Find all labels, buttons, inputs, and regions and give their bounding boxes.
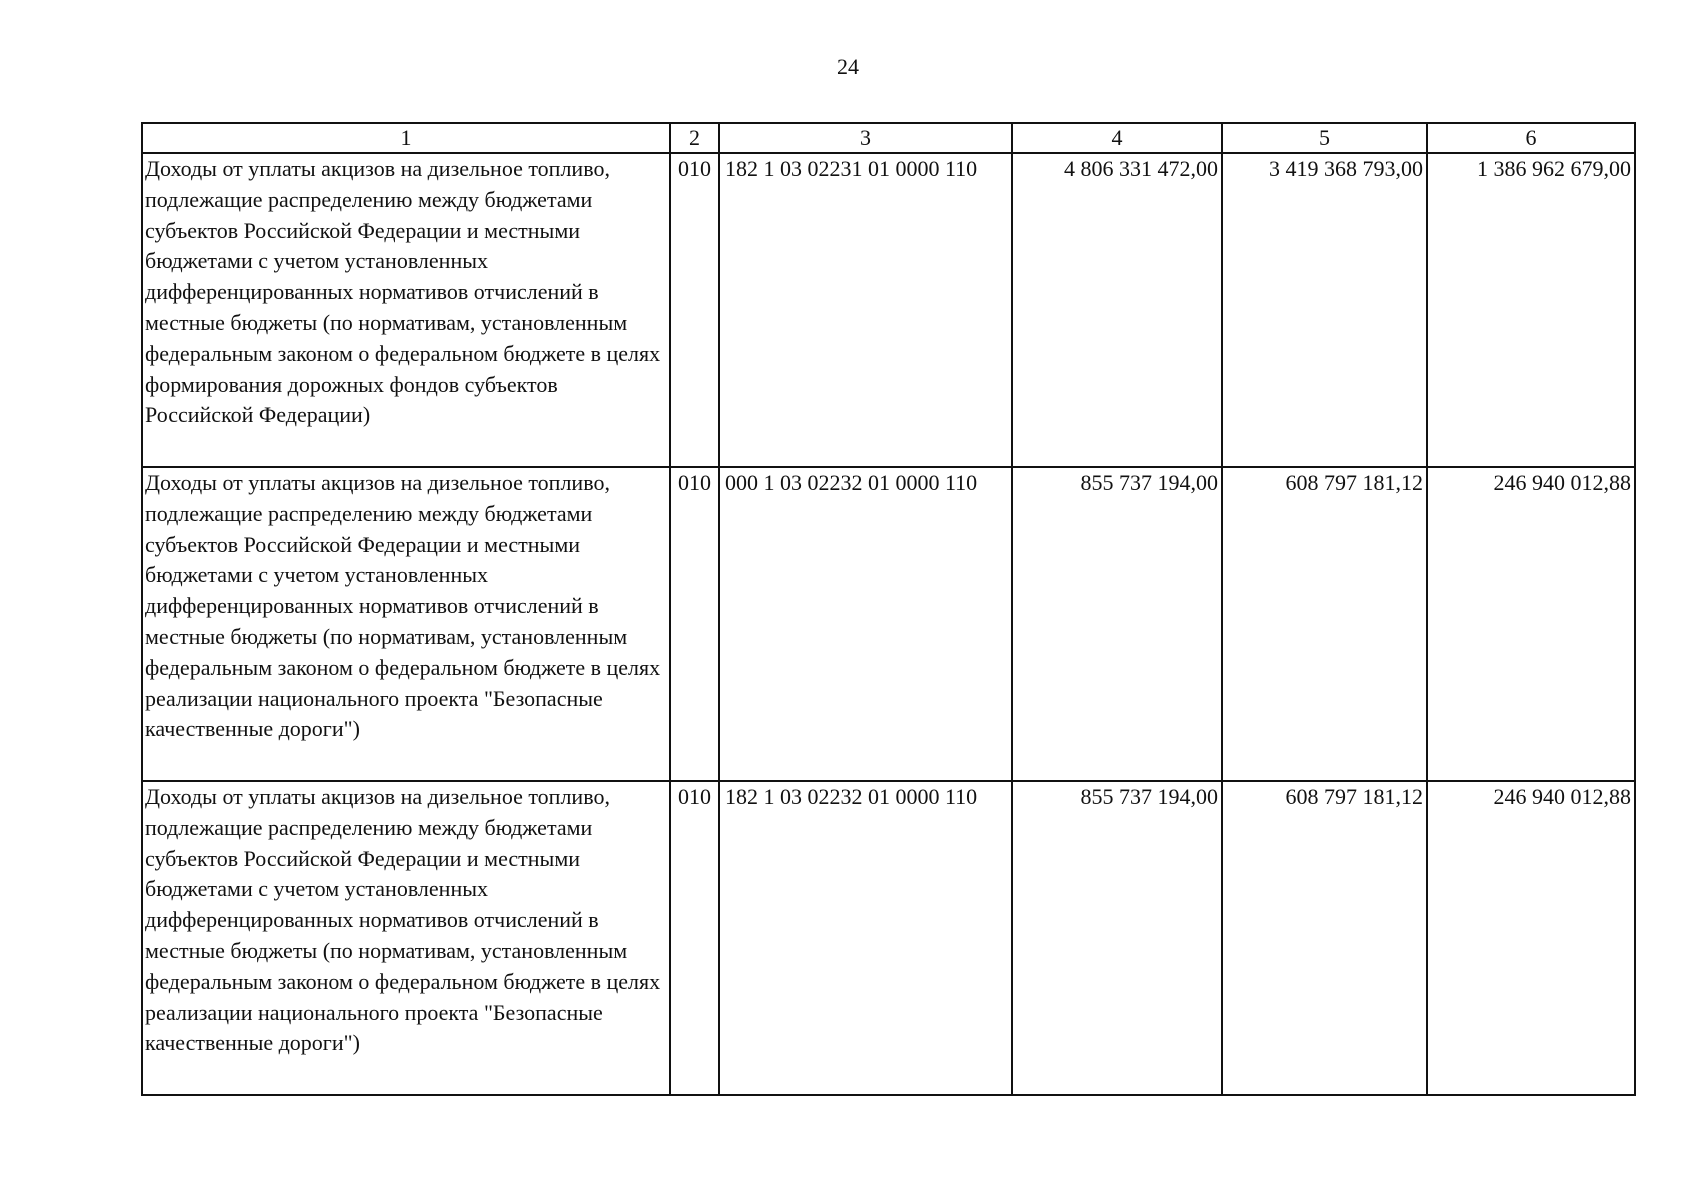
column-number-3: 3 xyxy=(719,123,1012,153)
row-amount-col5: 608 797 181,12 xyxy=(1222,467,1427,781)
column-number-row xyxy=(142,123,1635,153)
row-amount-col5: 3 419 368 793,00 xyxy=(1222,153,1427,467)
row-amount-col4: 855 737 194,00 xyxy=(1012,467,1222,781)
row-description: Доходы от уплаты акцизов на дизельное топливо, подлежащие распределению между бюджетами субъектов Российской Федерации и местными бюджетами с учетом установленных дифференцированных нормативов отчислений в местные бюджеты (по нормативам, установленным федеральным законом о федеральном бюджете в целях реализации национального проекта "Безопасные качественные дороги") xyxy=(142,781,670,1095)
column-number-5: 5 xyxy=(1222,123,1427,153)
row-line-code: 010 xyxy=(670,781,719,1095)
row-description: Доходы от уплаты акцизов на дизельное топливо, подлежащие распределению между бюджетами субъектов Российской Федерации и местными бюджетами с учетом установленных дифференцированных нормативов отчислений в местные бюджеты (по нормативам, установленным федеральным законом о федеральном бюджете в целях реализации национального проекта "Безопасные качественные дороги") xyxy=(142,467,670,781)
revenue-table xyxy=(141,122,1636,1096)
column-number-1: 1 xyxy=(142,123,670,153)
table-row xyxy=(142,467,1635,781)
table-row xyxy=(142,153,1635,467)
column-number-2: 2 xyxy=(670,123,719,153)
row-line-code: 010 xyxy=(670,153,719,467)
row-budget-code: 182 1 03 02231 01 0000 110 xyxy=(719,153,1012,467)
row-amount-col4: 4 806 331 472,00 xyxy=(1012,153,1222,467)
row-budget-code: 182 1 03 02232 01 0000 110 xyxy=(719,781,1012,1095)
row-description: Доходы от уплаты акцизов на дизельное топливо, подлежащие распределению между бюджетами субъектов Российской Федерации и местными бюджетами с учетом установленных дифференцированных нормативов отчислений в местные бюджеты (по нормативам, установленным федеральным законом о федеральном бюджете в целях формирования дорожных фондов субъектов Российской Федерации) xyxy=(142,153,670,467)
row-amount-col4: 855 737 194,00 xyxy=(1012,781,1222,1095)
column-number-4: 4 xyxy=(1012,123,1222,153)
page-number: 24 xyxy=(837,54,859,79)
row-amount-col6: 246 940 012,88 xyxy=(1427,781,1635,1095)
row-amount-col5: 608 797 181,12 xyxy=(1222,781,1427,1095)
row-line-code: 010 xyxy=(670,467,719,781)
row-amount-col6: 1 386 962 679,00 xyxy=(1427,153,1635,467)
column-number-6: 6 xyxy=(1427,123,1635,153)
row-budget-code: 000 1 03 02232 01 0000 110 xyxy=(719,467,1012,781)
table-row xyxy=(142,781,1635,1095)
row-amount-col6: 246 940 012,88 xyxy=(1427,467,1635,781)
